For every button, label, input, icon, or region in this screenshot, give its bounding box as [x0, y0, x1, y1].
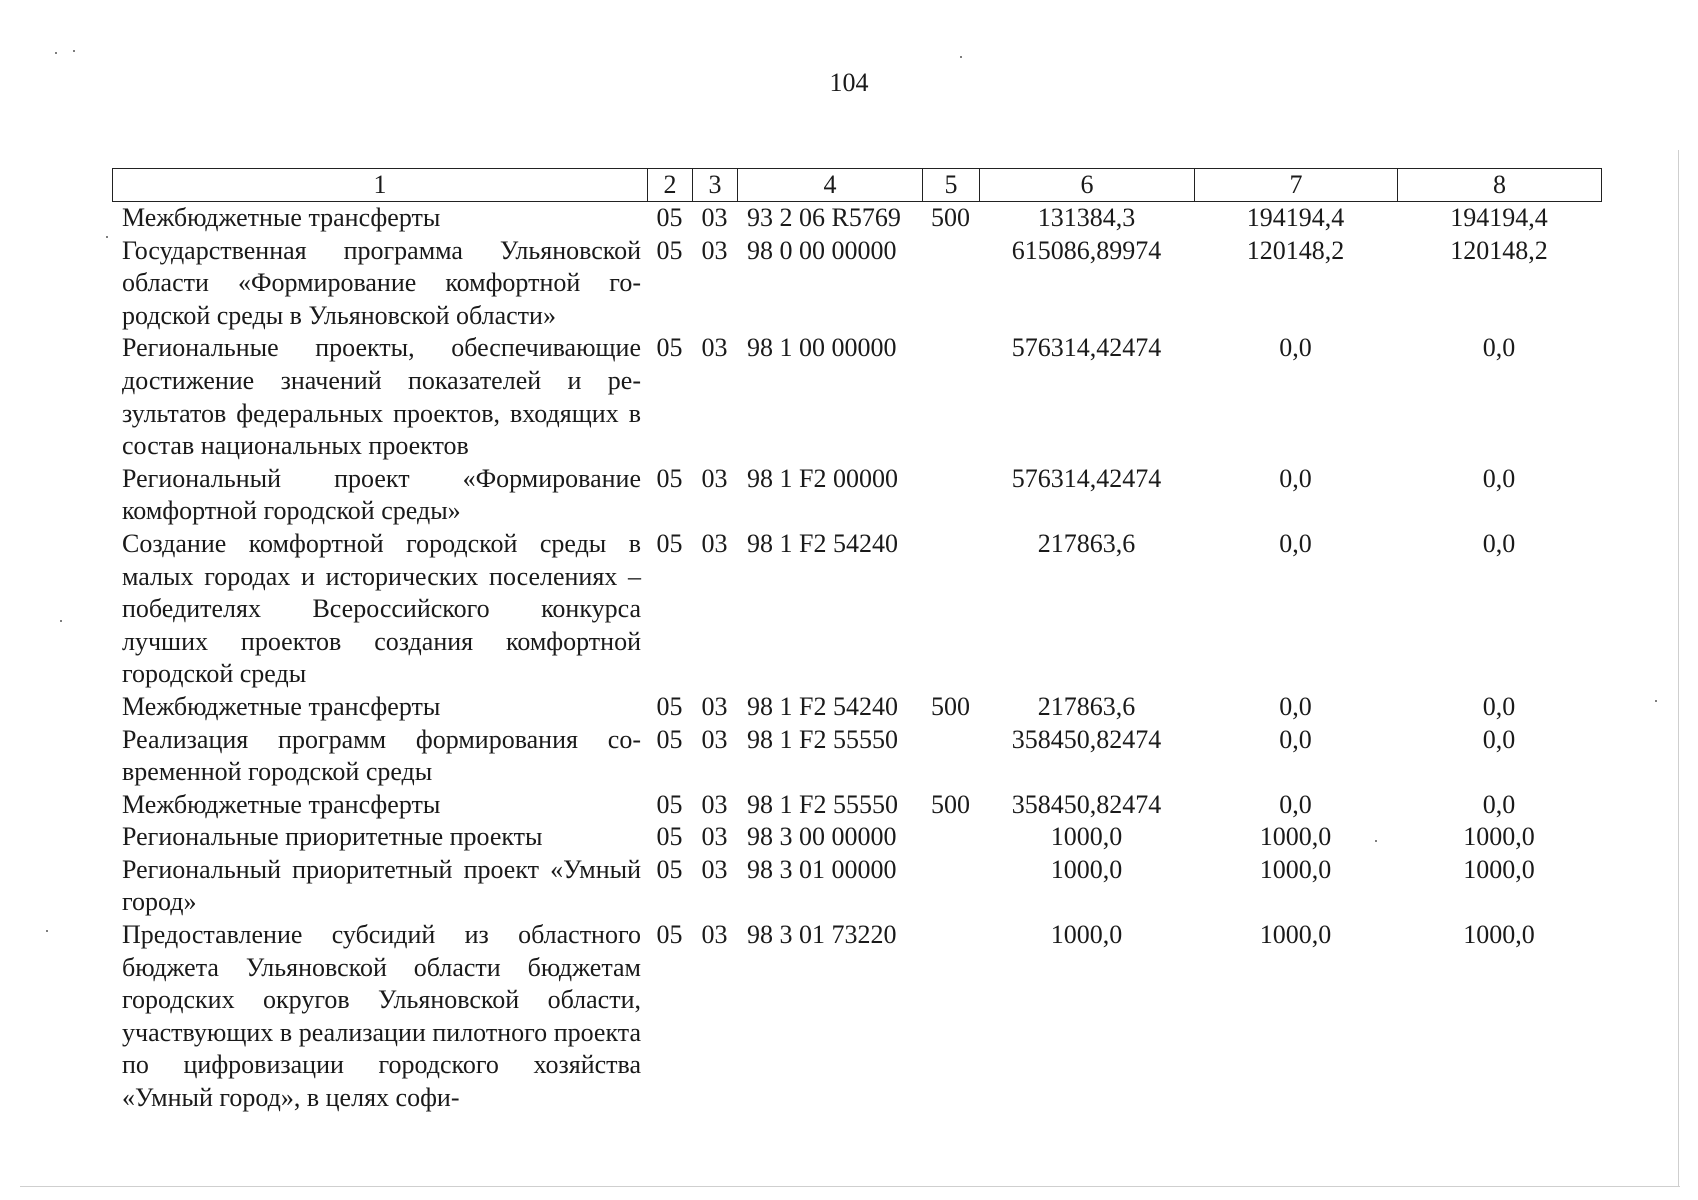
row-expense-type: [922, 463, 979, 528]
scan-speck: [1655, 700, 1657, 702]
row-amount-col6: 358450,82474: [1011, 724, 1162, 754]
scan-speck: [73, 50, 75, 52]
table-body: [112, 202, 1601, 1115]
row-target-article: 98 0 00 00000: [747, 235, 897, 265]
row-amount-col6: 1000,0: [1050, 822, 1123, 852]
row-target-article: 98 1 F2 54240: [747, 528, 898, 558]
row-amount-col7: 120148,2: [1246, 235, 1345, 265]
row-target-article: 98 3 00 00000: [747, 822, 897, 852]
header-col-6: 6: [980, 169, 1195, 202]
row-subsection-code: 03: [701, 463, 728, 493]
scan-speck: [46, 930, 48, 932]
row-amount-col8: 1000,0: [1463, 920, 1535, 950]
row-amount-col7: 0,0: [1279, 789, 1312, 819]
row-section-code: 05: [656, 528, 683, 558]
row-name: Региональные проекты, обеспечивающие достижение значений показателей и результатов федеральных проектов, входящих в состав национальных проектов: [122, 333, 641, 461]
row-section-code: 05: [656, 235, 683, 265]
row-amount-col6: 131384,3: [1037, 203, 1136, 232]
row-amount-col8: 0,0: [1482, 333, 1516, 363]
row-amount-col6: 1000,0: [1050, 854, 1123, 884]
header-col-2: 2: [648, 169, 693, 202]
scan-speck: [960, 56, 962, 58]
header-col-4: 4: [738, 169, 923, 202]
row-amount-col8: 1000,0: [1463, 822, 1535, 852]
row-expense-type: 500: [931, 789, 970, 819]
row-expense-type: [922, 528, 979, 691]
row-subsection-code: 03: [701, 333, 728, 363]
scan-speck: [60, 620, 62, 622]
row-target-article: 98 1 F2 00000: [747, 463, 898, 493]
row-expense-type: [922, 854, 979, 919]
column-header-row: [112, 168, 1602, 202]
row-section-code: 05: [656, 203, 683, 232]
scan-frame-right: [1678, 150, 1679, 1186]
table-row: [112, 202, 1601, 235]
table-row: [112, 691, 1601, 724]
page-number: 104: [829, 68, 869, 97]
row-amount-col6: 358450,82474: [1011, 789, 1162, 819]
row-amount-col8: 0,0: [1482, 789, 1516, 819]
row-expense-type: [922, 821, 979, 854]
row-subsection-code: 03: [701, 528, 728, 558]
row-subsection-code: 03: [701, 724, 728, 754]
row-amount-col7: 1000,0: [1259, 854, 1332, 884]
row-expense-type: [922, 332, 979, 462]
row-amount-col7: 0,0: [1279, 724, 1312, 754]
row-amount-col8: 0,0: [1482, 463, 1516, 493]
scan-speck: [1375, 840, 1377, 842]
row-subsection-code: 03: [701, 789, 728, 819]
scan-speck: [55, 52, 57, 54]
table-row: [112, 821, 1601, 854]
row-name: Межбюджетные трансферты: [122, 789, 441, 819]
row-target-article: 98 3 01 73220: [747, 920, 897, 950]
row-amount-col8: 194194,4: [1450, 203, 1548, 232]
table-row: [112, 919, 1601, 1115]
row-amount-col7: 194194,4: [1246, 203, 1345, 232]
table-row: [112, 528, 1601, 691]
row-name: Региональный приоритетный проект «Умный город»: [122, 854, 641, 917]
row-expense-type: 500: [931, 203, 970, 232]
row-amount-col8: 1000,0: [1463, 854, 1535, 884]
row-amount-col7: 1000,0: [1259, 822, 1332, 852]
row-name: Региональный проект «Формирование комфортной городской среды»: [122, 463, 641, 526]
row-target-article: 98 1 F2 55550: [747, 789, 898, 819]
row-section-code: 05: [656, 333, 683, 363]
row-section-code: 05: [656, 822, 683, 852]
row-subsection-code: 03: [701, 235, 728, 265]
row-expense-type: [922, 724, 979, 789]
row-subsection-code: 03: [701, 203, 728, 232]
header-col-3: 3: [693, 169, 738, 202]
row-amount-col7: 0,0: [1279, 528, 1312, 558]
row-target-article: 98 3 01 00000: [747, 854, 897, 884]
row-amount-col7: 0,0: [1279, 333, 1312, 363]
row-target-article: 98 1 F2 54240: [747, 691, 898, 721]
row-name: Государственная программа Ульяновской области «Формирование комфортной городской среды в Ульяновской области»: [122, 235, 641, 330]
row-target-article: 98 1 F2 55550: [747, 724, 898, 754]
row-target-article: 98 1 00 00000: [747, 333, 897, 363]
header-col-8: 8: [1398, 169, 1602, 202]
row-expense-type: [922, 235, 979, 333]
row-section-code: 05: [656, 854, 683, 884]
table-row: [112, 332, 1601, 462]
row-amount-col6: 217863,6: [1037, 528, 1136, 558]
row-section-code: 05: [656, 920, 683, 950]
row-amount-col6: 576314,42474: [1011, 463, 1162, 493]
scan-frame-bottom: [20, 1186, 1680, 1187]
row-amount-col6: 576314,42474: [1011, 333, 1162, 363]
row-section-code: 05: [656, 691, 683, 721]
row-amount-col8: 120148,2: [1450, 235, 1548, 265]
row-amount-col7: 0,0: [1279, 463, 1312, 493]
table-row: [112, 854, 1601, 919]
table-row: [112, 724, 1601, 789]
row-name: Межбюджетные трансферты: [122, 203, 441, 232]
row-section-code: 05: [656, 724, 683, 754]
row-amount-col8: 0,0: [1482, 528, 1516, 558]
row-section-code: 05: [656, 789, 683, 819]
header-col-1: 1: [113, 169, 648, 202]
header-col-5: 5: [923, 169, 980, 202]
row-name: Межбюджетные трансферты: [122, 691, 441, 721]
row-amount-col6: 1000,0: [1050, 920, 1123, 950]
row-subsection-code: 03: [701, 854, 728, 884]
row-expense-type: 500: [931, 691, 970, 721]
table-row: [112, 789, 1601, 822]
row-subsection-code: 03: [701, 691, 728, 721]
row-target-article: 93 2 06 R5769: [747, 203, 901, 232]
row-name: Реализация программ формирования современной городской среды: [122, 724, 641, 787]
row-amount-col6: 615086,89974: [1011, 235, 1162, 265]
row-amount-col7: 0,0: [1279, 691, 1312, 721]
header-col-7: 7: [1195, 169, 1398, 202]
row-name: Создание комфортной городской среды в малых городах и исторических поселениях – победителях Всероссийского конкурса лучших проектов создания комфортной городской среды: [122, 528, 641, 689]
row-amount-col8: 0,0: [1482, 691, 1516, 721]
row-subsection-code: 03: [701, 822, 728, 852]
budget-table: [112, 202, 1601, 1115]
row-amount-col6: 217863,6: [1037, 691, 1136, 721]
row-amount-col8: 0,0: [1482, 724, 1516, 754]
table-row: [112, 463, 1601, 528]
row-amount-col7: 1000,0: [1259, 920, 1332, 950]
row-expense-type: [922, 919, 979, 1115]
row-name: Предоставление субсидий из областного бюджета Ульяновской области бюджетам городских округов Ульяновской области, участвующих в реализации пилотного проекта по цифровизации городского хозяйства «Умный город», в целях софи-: [122, 920, 641, 1113]
row-name: Региональные приоритетные проекты: [122, 822, 543, 852]
table-row: [112, 235, 1601, 333]
row-subsection-code: 03: [701, 920, 728, 950]
scan-speck: [106, 236, 108, 238]
row-section-code: 05: [656, 463, 683, 493]
